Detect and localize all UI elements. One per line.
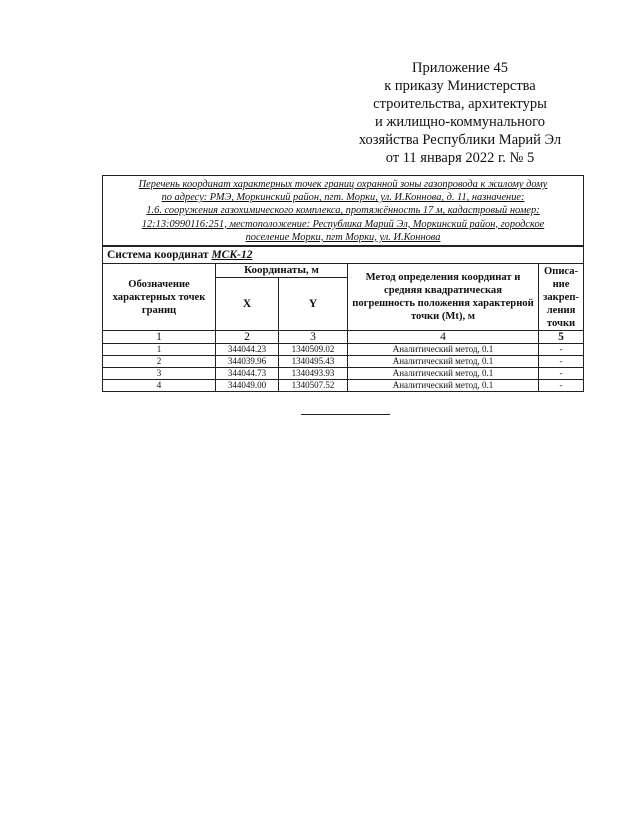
header-coordinates: Координаты, м bbox=[216, 264, 348, 278]
method-cell: Аналитический метод, 0.1 bbox=[348, 380, 539, 392]
header-method: Метод определения координат и средняя квадратическая погрешность положения характерной точки (Mt), м bbox=[348, 264, 539, 331]
y-coordinate-cell: 1340495.43 bbox=[279, 356, 348, 368]
coordinate-system-row bbox=[103, 246, 584, 264]
description-line: 1.6. сооружения газохимического комплекса, протяжённость 17 м, кадастровый номер: bbox=[146, 205, 540, 217]
table-row bbox=[103, 368, 584, 380]
y-coordinate-cell: 1340507.52 bbox=[279, 380, 348, 392]
x-coordinate-cell: 344044.23 bbox=[216, 344, 279, 356]
method-cell: Аналитический метод, 0.1 bbox=[348, 356, 539, 368]
description-line: поселение Морки, пгт Морки, ул. И.Коннова bbox=[245, 231, 441, 243]
fixing-cell: - bbox=[539, 380, 584, 392]
header-x: X bbox=[216, 278, 279, 331]
heading-line-order-date: от 11 января 2022 г. № 5 bbox=[385, 150, 535, 166]
y-coordinate-cell: 1340509.02 bbox=[279, 344, 348, 356]
appendix-heading bbox=[340, 59, 580, 167]
column-number: 5 bbox=[539, 331, 584, 344]
x-coordinate-cell: 344044.73 bbox=[216, 368, 279, 380]
document-end-line bbox=[301, 414, 390, 415]
description-line: по адресу: РМЭ, Моркинский район, пгт. Морки, ул. И.Коннова, д. 11, назначение: bbox=[161, 192, 525, 204]
y-coordinate-cell: 1340493.93 bbox=[279, 368, 348, 380]
coordinates-table bbox=[102, 175, 584, 392]
x-coordinate-cell: 344039.96 bbox=[216, 356, 279, 368]
heading-line-ministry-3: хозяйства Республики Марий Эл bbox=[358, 132, 562, 148]
column-number: 4 bbox=[348, 331, 539, 344]
heading-line-appendix-number: Приложение 45 bbox=[412, 60, 508, 76]
table-row bbox=[103, 356, 584, 368]
column-number: 3 bbox=[279, 331, 348, 344]
description-cell bbox=[103, 176, 584, 247]
table-row bbox=[103, 380, 584, 392]
column-numbers-row bbox=[103, 331, 584, 344]
header-fixing-description: Описа-ние закреп-ления точки bbox=[539, 264, 584, 331]
point-number-cell: 2 bbox=[103, 356, 216, 368]
heading-line-ministry-1: строительства, архитектуры bbox=[373, 96, 547, 112]
heading-line-order-ref: к приказу Министерства bbox=[384, 78, 536, 94]
point-number-cell: 1 bbox=[103, 344, 216, 356]
point-number-cell: 4 bbox=[103, 380, 216, 392]
x-coordinate-cell: 344049.00 bbox=[216, 380, 279, 392]
point-number-cell: 3 bbox=[103, 368, 216, 380]
column-number: 2 bbox=[216, 331, 279, 344]
method-cell: Аналитический метод, 0.1 bbox=[348, 368, 539, 380]
header-point-designation: Обозначение характерных точек границ bbox=[103, 264, 216, 331]
description-row bbox=[103, 176, 584, 247]
method-cell: Аналитический метод, 0.1 bbox=[348, 344, 539, 356]
table-row bbox=[103, 344, 584, 356]
coordinate-system-value: МСК-12 bbox=[211, 249, 253, 262]
heading-line-ministry-2: и жилищно-коммунального bbox=[374, 114, 546, 130]
column-number: 1 bbox=[103, 331, 216, 344]
fixing-cell: - bbox=[539, 344, 584, 356]
header-row-1 bbox=[103, 264, 584, 278]
fixing-cell: - bbox=[539, 356, 584, 368]
coordinate-system-label: Система координат bbox=[107, 249, 209, 262]
header-y: Y bbox=[279, 278, 348, 331]
coordinate-system-cell bbox=[103, 246, 584, 264]
description-line: Перечень координат характерных точек границ охранной зоны газопровода к жилому дому bbox=[138, 179, 548, 190]
description-line: 12:13:0990116:251, местоположение: Республика Марий Эл, Моркинский район, городское bbox=[141, 218, 545, 230]
fixing-cell: - bbox=[539, 368, 584, 380]
